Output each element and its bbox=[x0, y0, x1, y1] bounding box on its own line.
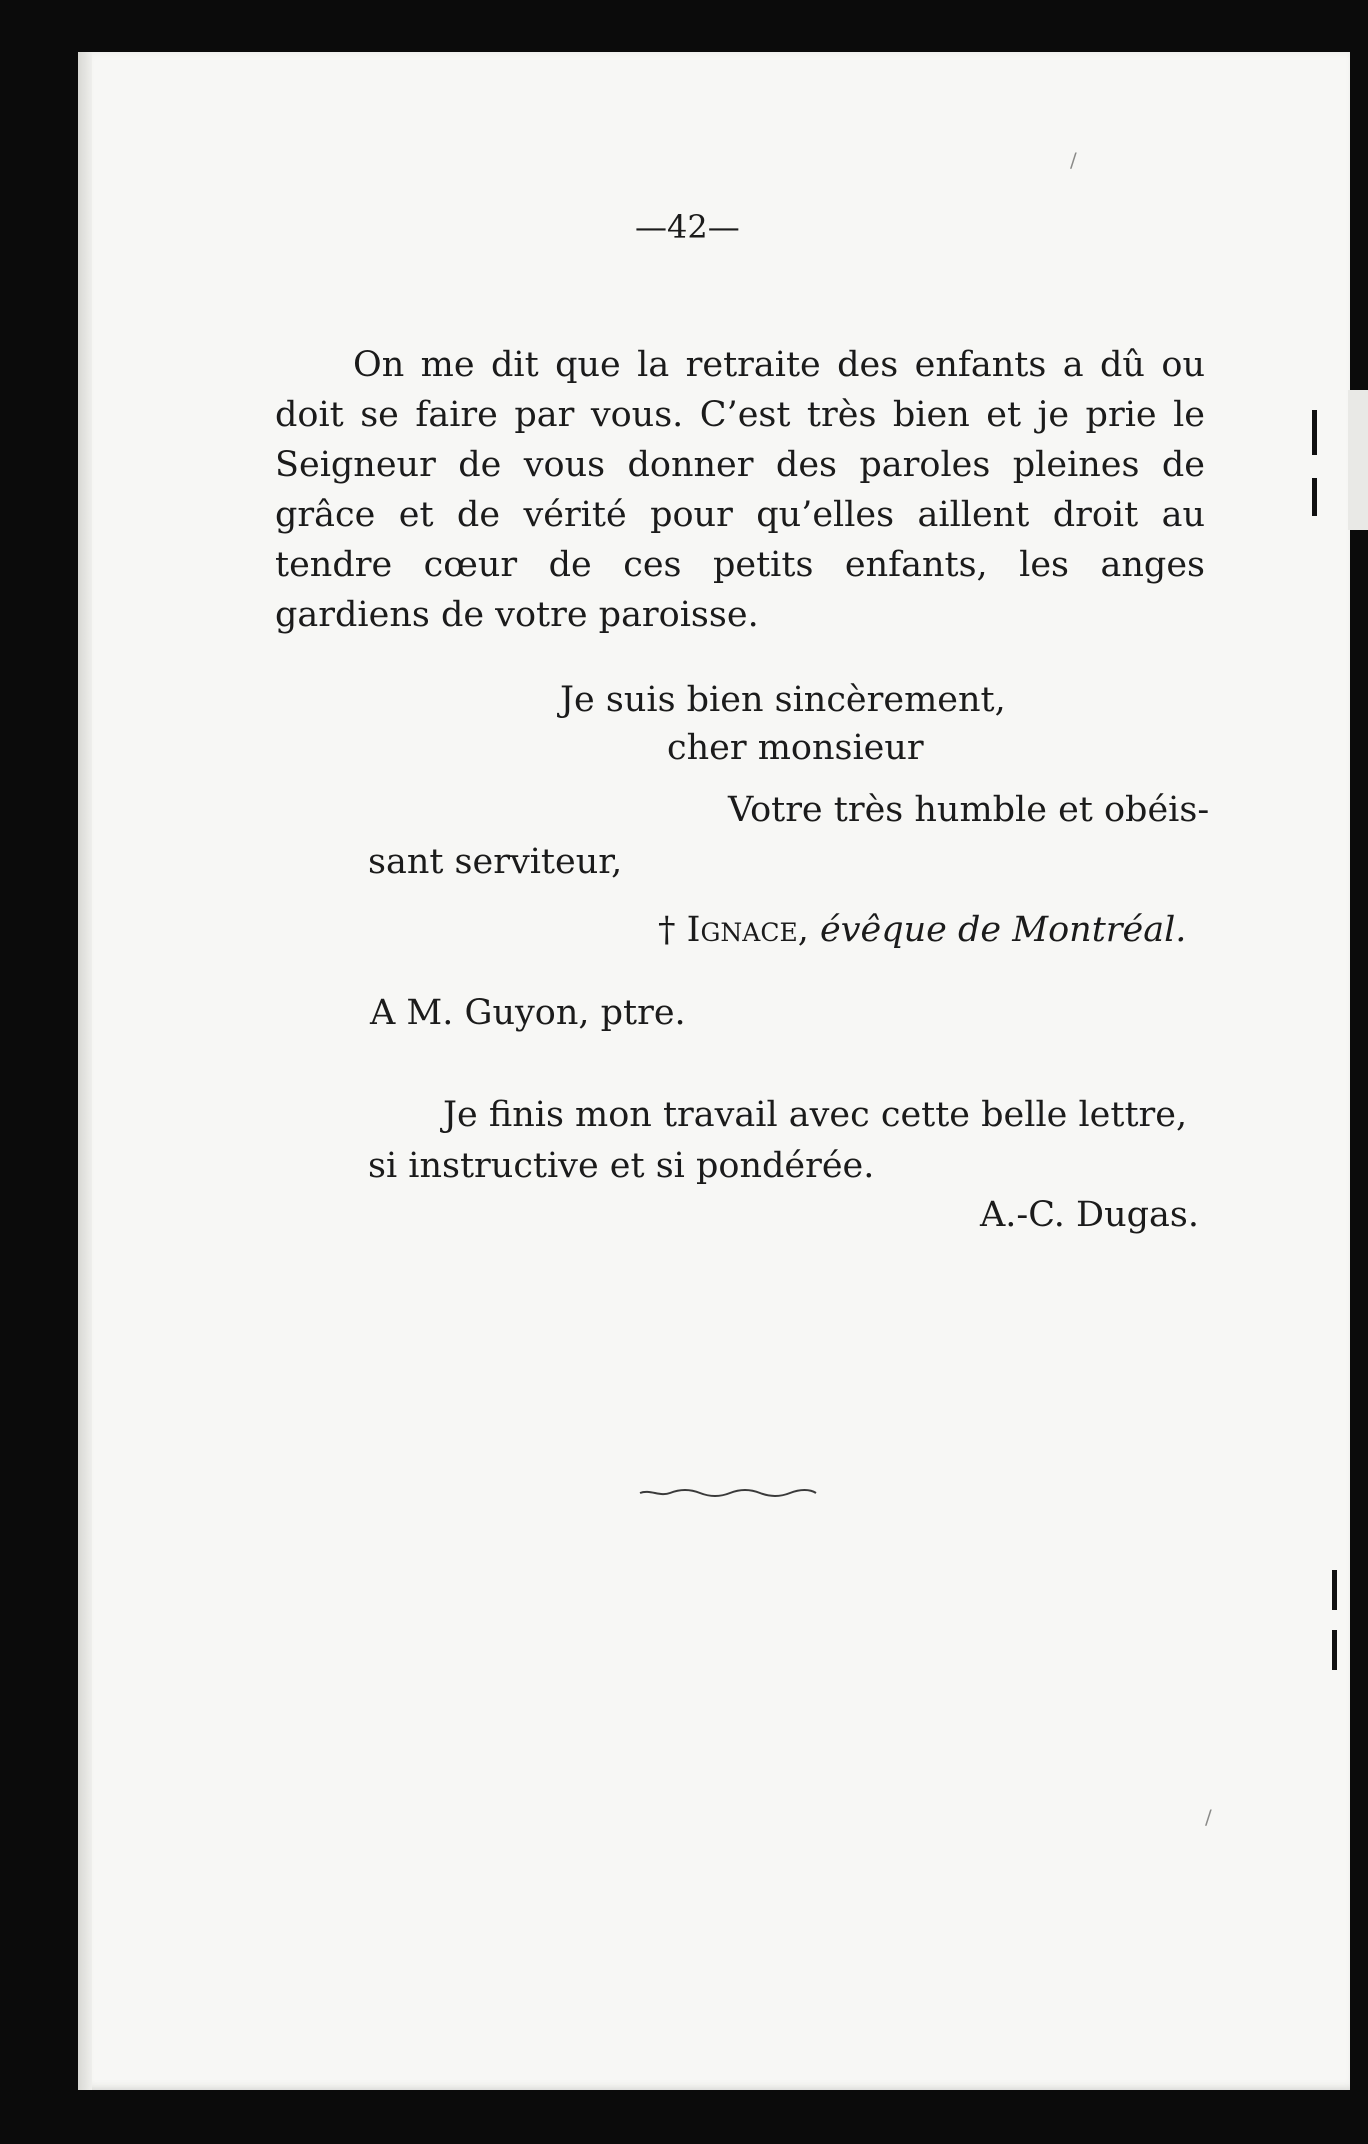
afterword-line: Je finis mon travail avec cette belle lettre, bbox=[443, 1095, 1188, 1135]
afterword-author: A.-C. Dugas. bbox=[980, 1195, 1199, 1235]
closing-formula: Votre très humble et obéis- bbox=[728, 790, 1210, 830]
page-speck: / bbox=[1070, 148, 1077, 172]
film-mark bbox=[1332, 1570, 1337, 1610]
cross-glyph: † bbox=[658, 910, 687, 950]
closing-formula-continued: sant serviteur, bbox=[368, 842, 623, 882]
end-ornament bbox=[638, 1486, 818, 1500]
afterword-line: si instructive et si pondérée. bbox=[368, 1146, 875, 1186]
page-number: —42— bbox=[635, 208, 740, 246]
closing-address: cher monsieur bbox=[667, 728, 924, 768]
closing-salutation: Je suis bien sincèrement, bbox=[560, 680, 1006, 720]
film-mark bbox=[1312, 478, 1317, 516]
film-mark bbox=[1312, 410, 1317, 455]
signature-title: évêque de Montréal. bbox=[820, 910, 1187, 950]
signature-separator: , bbox=[797, 910, 821, 950]
letter-paragraph: On me dit que la retraite des enfants a dû ou doit se faire par vous. C’est très bien et je prie le Seigneur de vous donner des paroles pleines de grâce et de vérité pour qu’elles aillent droit au tendre cœur de ces petits enfants, les anges gardiens de votre paroisse. bbox=[275, 345, 1205, 635]
signature bbox=[658, 905, 1186, 955]
page-speck: / bbox=[1205, 1805, 1212, 1829]
addressee: A M. Guyon, ptre. bbox=[370, 993, 686, 1033]
adjacent-page-edge bbox=[1348, 390, 1368, 530]
signature-name: Ignace bbox=[686, 910, 798, 950]
film-mark bbox=[1332, 1630, 1337, 1670]
page-binding-edge bbox=[78, 52, 92, 2090]
